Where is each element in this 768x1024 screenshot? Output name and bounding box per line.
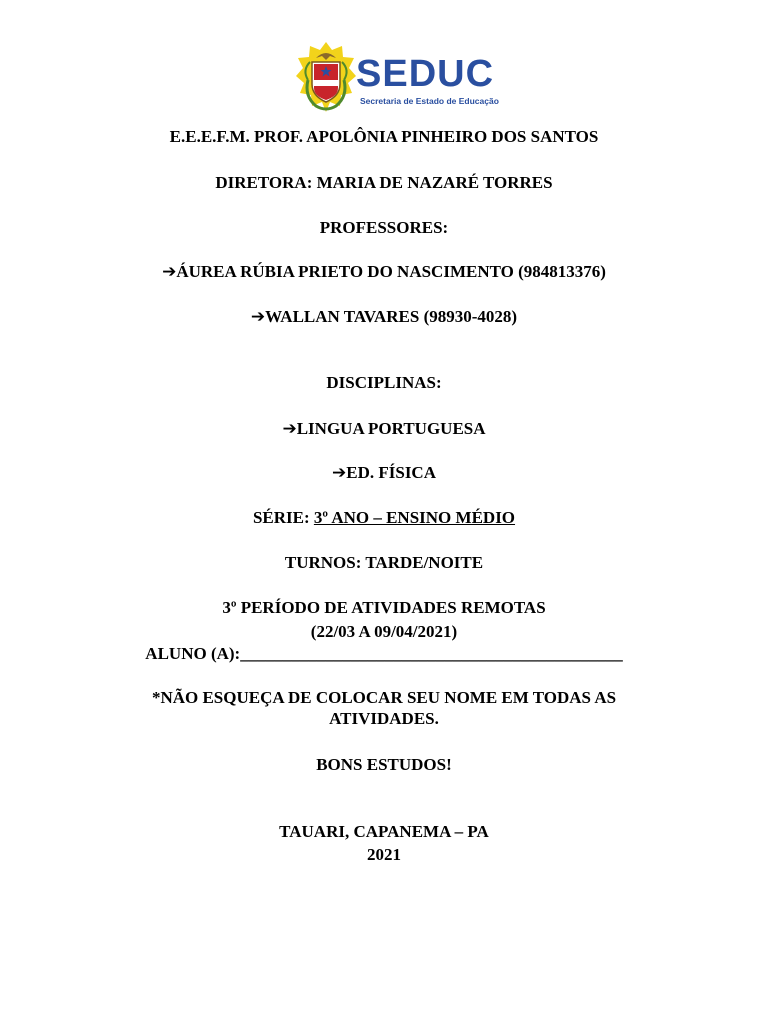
teacher-item <box>0 307 768 327</box>
grade-line <box>0 508 768 528</box>
grade-value: 3º ANO – ENSINO MÉDIO <box>313 508 516 527</box>
logo-wordmark: SEDUC <box>356 53 495 95</box>
greeting: BONS ESTUDOS! <box>316 755 452 774</box>
subject-item <box>0 463 768 483</box>
subject-name: LINGUA PORTUGUESA <box>296 419 486 438</box>
para-state-seal-icon <box>294 40 358 120</box>
teacher-item <box>0 262 768 282</box>
period-title: 3º PERÍODO DE ATIVIDADES REMOTAS <box>222 598 546 617</box>
school-name: E.E.E.F.M. PROF. APOLÔNIA PINHEIRO DOS SANTOS <box>169 127 599 146</box>
grade-label: SÉRIE: <box>252 508 310 527</box>
subjects-heading: DISCIPLINAS: <box>326 373 442 392</box>
reminder-line-1: *NÃO ESQUEÇA DE COLOCAR SEU NOME EM TODAS AS <box>151 688 617 707</box>
teacher-name: ÁUREA RÚBIA PRIETO DO NASCIMENTO (984813376) <box>176 262 606 281</box>
seduc-logo <box>294 40 499 120</box>
logo-subtitle: Secretaria de Estado de Educação <box>360 96 499 106</box>
teachers-heading: PROFESSORES: <box>319 218 449 237</box>
arrow-right-icon: ➔ <box>162 262 177 282</box>
shifts-line: TURNOS: TARDE/NOITE <box>284 553 484 572</box>
subject-item <box>0 419 768 439</box>
location: TAUARI, CAPANEMA – PA <box>279 822 489 841</box>
arrow-right-icon: ➔ <box>332 463 347 483</box>
arrow-right-icon: ➔ <box>250 307 266 327</box>
arrow-right-icon: ➔ <box>282 419 297 439</box>
director-line: DIRETORA: MARIA DE NAZARÉ TORRES <box>215 173 553 192</box>
subject-name: ED. FÍSICA <box>346 463 436 482</box>
period-dates: (22/03 A 09/04/2021) <box>310 622 458 641</box>
reminder-line-2: ATIVIDADES. <box>329 709 439 728</box>
year: 2021 <box>367 845 401 864</box>
teacher-name: WALLAN TAVARES (98930-4028) <box>265 307 518 326</box>
student-name-line <box>0 644 768 664</box>
student-name-blank: _____________________________________________ <box>240 644 623 663</box>
student-label: ALUNO (A): <box>145 644 241 663</box>
